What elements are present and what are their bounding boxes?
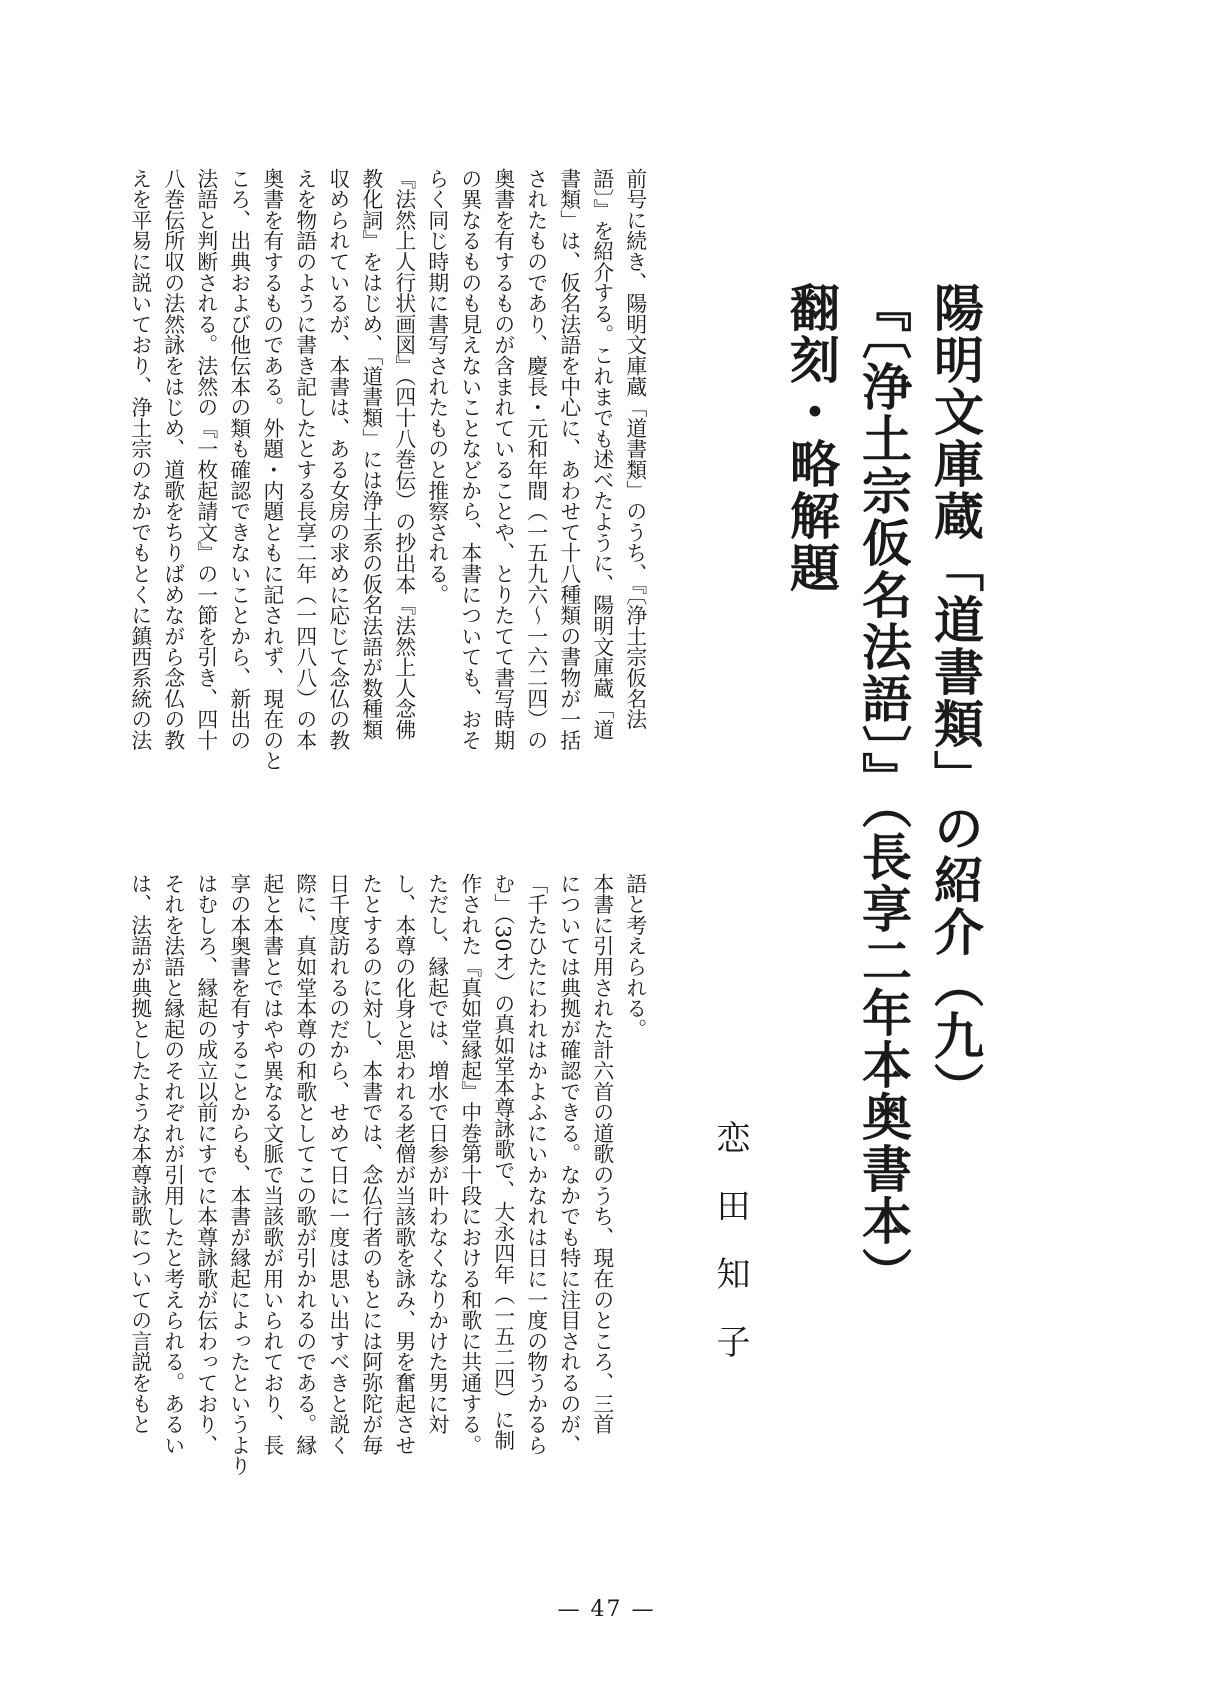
body-line: む」（30オ）の真如堂本尊詠歌で、大永四年（一五二四）に制 — [490, 873, 515, 1451]
body-line: 作された『真如堂縁起』中巻第十段における和歌に共通する。 — [457, 873, 482, 1456]
body-line: えを物語のように書き記したとする長享二年（一四八八）の本 — [292, 168, 317, 751]
body-line: 教化詞』をはじめ、「道書類」には浄土系の仮名法語が数種類 — [358, 168, 383, 740]
body-line: 「千たひたにわれはかよふにいかなれは日に一度の物うかるら — [523, 873, 548, 1456]
title-line-2: 『〔浄土宗仮名法語〕』（長享二年本奥書本） — [854, 282, 913, 1299]
body-line: 奥書を有するものが含まれていることや、とりたてて書写時期 — [490, 168, 515, 751]
body-line: 『法然上人行状画図』（四十八巻伝）の抄出本『法然上人念佛 — [391, 168, 416, 740]
body-line: されたものであり、慶長・元和年間（一五九六〜一六二四）の — [523, 168, 548, 751]
page-number: — 47 — — [557, 1597, 656, 1622]
body-line: 八巻伝所収の法然詠をはじめ、道歌をちりばめながら念仏の教 — [160, 168, 185, 751]
body-line: 収められているが、本書は、ある女房の求めに応じて念仏の教 — [325, 168, 350, 751]
body-line: ころ、出典および他伝本の類も確認できないことから、新出の — [226, 168, 251, 751]
body-line: ただし、縁起では、増水で日参が叶わなくなりかけた男に対 — [424, 873, 449, 1435]
body-line: し、本尊の化身と思われる老僧が当該歌を詠み、男を奮起させ — [391, 873, 416, 1456]
body-line: 前号に続き、陽明文庫蔵「道書類」のうち、『〔浄土宗仮名法 — [622, 168, 647, 730]
author-name: 恋田知子 — [710, 1120, 750, 1392]
body-line: 奥書を有するものである。外題・内題ともに記されず、現在のと — [259, 168, 284, 772]
body-line: 語と考えられる。 — [622, 873, 647, 1040]
body-line: については典拠が確認できる。なかでも特に注目されるのが、 — [556, 873, 581, 1456]
body-line: 享の本奥書を有することからも、本書が縁起によったというより — [226, 873, 251, 1477]
body-line: はむしろ、縁起の成立以前にすでに本尊詠歌が伝わっており、 — [193, 873, 218, 1456]
body-line: たとするのに対し、本書では、念仏行者のもとには阿弥陀が毎 — [358, 873, 383, 1456]
body-line: 法語と判断される。法然の『一枚起請文』の一節を引き、四十 — [193, 168, 218, 751]
body-line: 語〕』を紹介する。これまでも述べたように、陽明文庫蔵「道 — [589, 168, 614, 740]
body-line: 際に、真如堂本尊の和歌としてこの歌が引かれるのである。縁 — [292, 873, 317, 1456]
body-line: らく同じ時期に書写されたものと推察される。 — [424, 168, 449, 605]
body-line: 日千度訪れるのだから、せめて日に一度は思い出すべきと説く — [325, 873, 350, 1456]
body-line: の異なるものも見えないことなどから、本書についても、おそ — [457, 168, 482, 751]
body-line: それを法語と縁起のそれぞれが引用したと考えられる。あるい — [160, 873, 185, 1456]
title-line-1: 陽明文庫蔵「道書類」の紹介（九） — [926, 282, 985, 1114]
body-line: 起と本書とではやや異なる文脈で当該歌が用いられており、長 — [259, 873, 284, 1456]
title-line-3: 翻刻・略解題 — [782, 282, 841, 594]
body-line: えを平易に説いており、浄土宗のなかでもとくに鎮西系統の法 — [127, 168, 152, 751]
body-line: は、法語が典拠としたような本尊詠歌についての言説をもと — [127, 873, 152, 1435]
body-line: 書類」は、仮名法語を中心に、あわせて十八種類の書物が一括 — [556, 168, 581, 751]
body-line: 本書に引用された計六首の道歌のうち、現在のところ、三首 — [589, 873, 614, 1435]
